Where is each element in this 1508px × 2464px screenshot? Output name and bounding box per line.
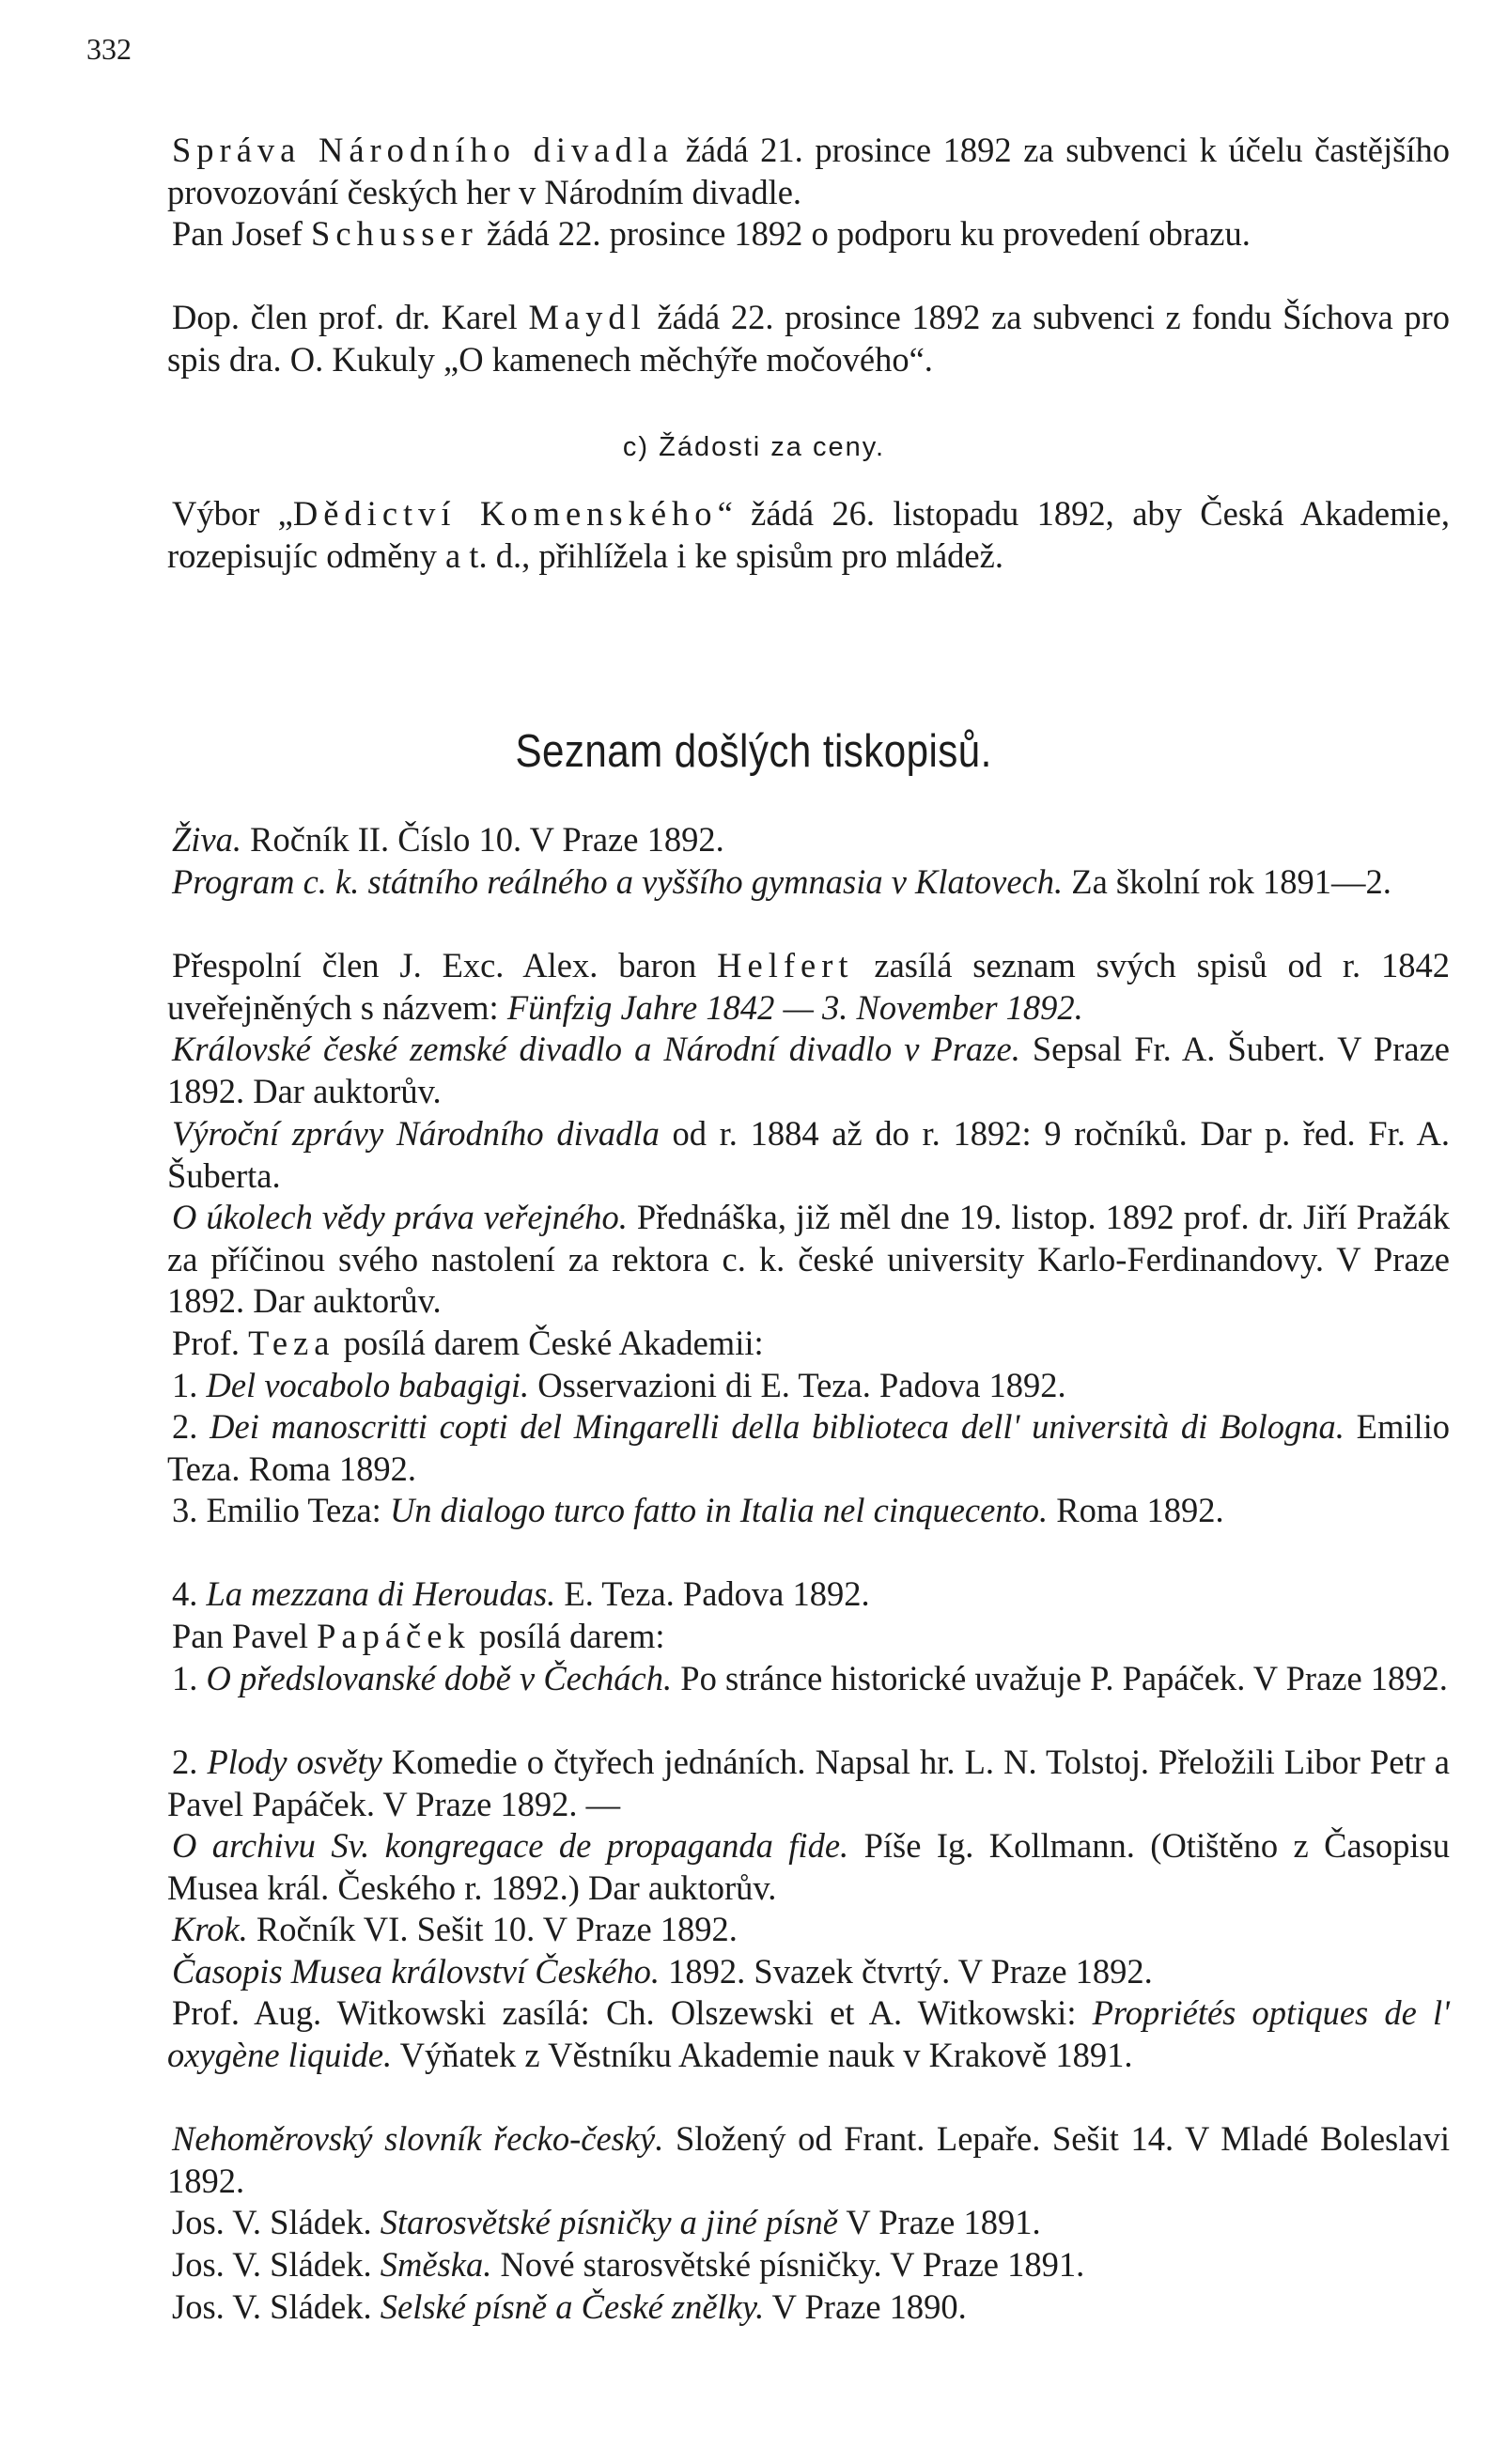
entry-casopis-musea: Časopis Musea království Českého. 1892. Svazek čtvrtý. V Praze 1892. xyxy=(172,1952,1153,1991)
name-spaced: Schusser xyxy=(311,214,478,253)
paragraph-maydl: Dop. člen prof. dr. Karel Maydl žádá 22. prosince 1892 za subvenci z fondu Šíchova pro spis dra. O. Kukuly „O kamenech měchýře močového“. xyxy=(167,298,1450,379)
name-spaced: Teza xyxy=(248,1324,335,1362)
entry-papacek-1: 1. O předslovanské době v Čechách. Po stránce historické uvažuje P. Papáček. V Praze 1892. xyxy=(172,1659,1448,1697)
entry-teza-2: 2. Dei manoscritti copti del Mingarelli della biblioteca dell' università di Bologna. Emilio Teza. Roma 1892. xyxy=(167,1407,1451,1488)
entry-krok: Krok. Ročník VI. Sešit 10. V Praze 1892. xyxy=(172,1910,738,1948)
entry-sladek-2: Jos. V. Sládek. Směska. Nové starosvětské písničky. V Praze 1891. xyxy=(172,2245,1085,2284)
paragraph-dedictvi: Výbor „Dědictví Komenského“ žádá 26. listopadu 1892, aby Česká Akademie, rozepisujíc odměny a t. d., přihlížela i ke spisům pro mládež. xyxy=(167,494,1450,575)
section-heading: Seznam došlých tiskopisů. xyxy=(515,726,992,777)
entry-prazak: O úkolech vědy práva veřejného. Přednáška, již měl dne 19. listop. 1892 prof. dr. Jiří Pražák za příčinou svého nastolení za rektora c. k. české university Karlo-Ferdinandovy. V Praze 1892. Dar auktorův. xyxy=(167,1198,1450,1320)
name-spaced: Správa Národního divadla xyxy=(172,131,675,169)
entry-kollmann: O archivu Sv. kongregace de propaganda fide. Píše Ig. Kollmann. (Otištěno z Časopisu Musea král. Českého r. 1892.) Dar auktorův. xyxy=(167,1826,1450,1907)
entry-helfert: Přespolní člen J. Exc. Alex. baron Helfert zasílá seznam svých spisů od r. 1842 uveřejněných s názvem: Fünfzig Jahre 1842 — 3. November 1892. Královské české zemské divadlo a Národní divadlo v Praze. Sepsal Fr. A. Šubert. V Praze 1892. Dar auktorův. xyxy=(167,946,1450,1110)
name-spaced: Papáček xyxy=(317,1617,471,1655)
paragraph-schusser: Pan Josef Schusser žádá 22. prosince 1892 o podporu ku provedení obrazu. xyxy=(172,214,1251,253)
entry-witkowski: Prof. Aug. Witkowski zasílá: Ch. Olszewski et A. Witkowski: Propriétés optiques de l' oxygène liquide. Výňatek z Věstníku Akademie nauk v Krakově 1891. xyxy=(167,1993,1450,2074)
paragraph-national-theatre: Správa Národního divadla žádá 21. prosince 1892 za subvenci k účelu častějšího provozování českých her v Národním divadle. xyxy=(167,131,1450,211)
entry-teza-3: 3. Emilio Teza: Un dialogo turco fatto in Italia nel cinquecento. Roma 1892. xyxy=(172,1491,1224,1529)
name-spaced: Maydl xyxy=(528,298,646,336)
entry-papacek-2: 2. Plody osvěty Komedie o čtyřech jednáních. Napsal hr. L. N. Tolstoj. Přeložili Libor Petr a Pavel Papáček. V Praze 1892. — xyxy=(167,1743,1451,1823)
page-number: 332 xyxy=(86,32,132,66)
name-spaced: Helfert xyxy=(717,946,854,984)
entry-sladek-1: Jos. V. Sládek. Starosvětské písničky a jiné písně V Praze 1891. xyxy=(172,2203,1041,2241)
entry-teza-4: 4. La mezzana di Heroudas. E. Teza. Padova 1892. xyxy=(172,1574,870,1613)
entry-papacek-intro: Pan Pavel Papáček posílá darem: xyxy=(172,1617,665,1655)
entry-program-klatovy: Program c. k. státního reálného a vyššího gymnasia v Klatovech. Za školní rok 1891—2. xyxy=(172,862,1391,901)
section-subheading: c) Žádosti za ceny. xyxy=(622,432,886,462)
name-spaced: Dědictví Komenského xyxy=(292,494,718,533)
entry-vyrocni-zpravy: Výroční zprávy Národního divadla od r. 1884 až do r. 1892: 9 ročníků. Dar p. řed. Fr. A. Šuberta. xyxy=(167,1114,1450,1195)
entry-ziva: Živa. Ročník II. Číslo 10. V Praze 1892. xyxy=(172,820,724,859)
entry-teza-1: 1. Del vocabolo babagigi. Osservazioni di E. Teza. Padova 1892. xyxy=(172,1366,1066,1404)
entry-sladek-3: Jos. V. Sládek. Selské písně a České znělky. V Praze 1890. xyxy=(172,2287,967,2326)
entry-teza-intro: Prof. Teza posílá darem České Akademii: xyxy=(172,1324,764,1362)
entry-slovnik: Nehoměrovský slovník řecko-český. Složený od Frant. Lepaře. Sešit 14. V Mladé Boleslavi 1892. xyxy=(167,2119,1450,2200)
